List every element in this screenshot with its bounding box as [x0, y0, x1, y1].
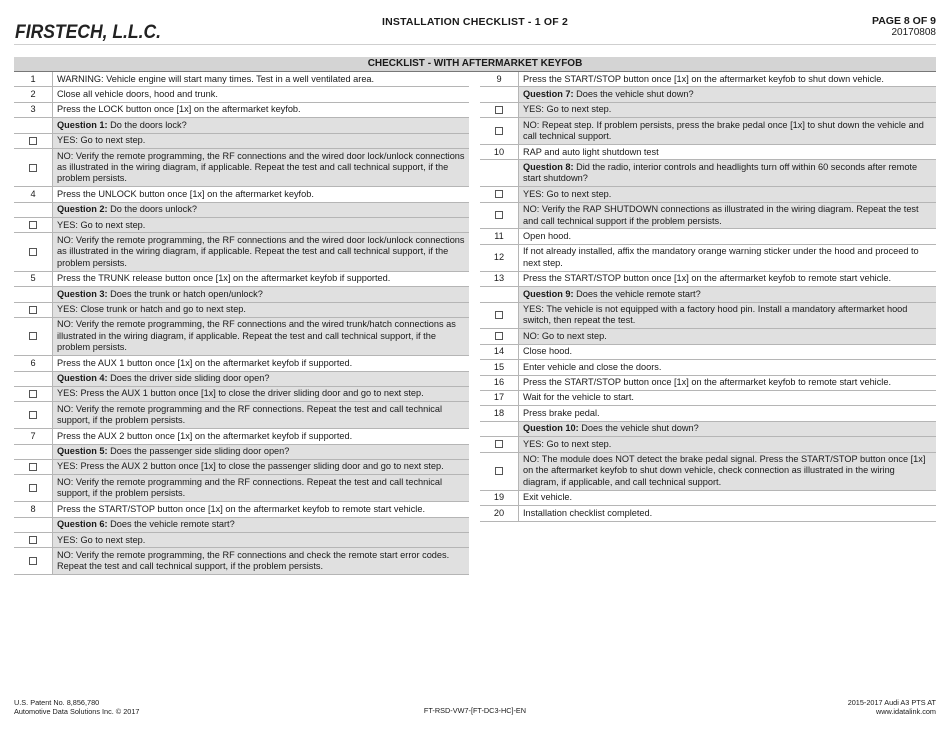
answer-checkbox-cell	[480, 202, 519, 229]
step-text: Press the START/STOP button once [1x] on the aftermarket keyfob to remote start vehicle.	[519, 375, 937, 390]
step-number: 20	[480, 506, 519, 521]
step-text: Press the UNLOCK button once [1x] on the aftermarket keyfob.	[53, 187, 470, 202]
step-row	[480, 506, 936, 521]
answer-checkbox[interactable]	[29, 221, 37, 229]
step-row	[480, 490, 936, 505]
step-number: 12	[480, 244, 519, 271]
answer-checkbox-cell	[480, 102, 519, 117]
question-label: Question 1:	[57, 119, 108, 130]
question-cell	[519, 421, 937, 436]
answer-row	[14, 459, 469, 474]
answer-checkbox[interactable]	[495, 190, 503, 198]
step-row	[14, 356, 469, 371]
step-number: 6	[14, 356, 53, 371]
step-text: Exit vehicle.	[519, 490, 937, 505]
question-text: Does the vehicle remote start?	[576, 288, 701, 299]
copyright: Automotive Data Solutions Inc. © 2017	[14, 707, 140, 716]
question-row	[14, 287, 469, 302]
step-number: 11	[480, 229, 519, 244]
answer-text: YES: Go to next step.	[53, 218, 470, 233]
answer-checkbox[interactable]	[29, 463, 37, 471]
step-text: Open hood.	[519, 229, 937, 244]
question-label: Question 7:	[523, 88, 574, 99]
answer-checkbox[interactable]	[29, 411, 37, 419]
answer-checkbox-cell	[480, 302, 519, 329]
answer-checkbox-cell	[14, 533, 53, 548]
step-text: Enter vehicle and close the doors.	[519, 360, 937, 375]
question-cell	[53, 517, 470, 532]
doc-date-code: 20170808	[891, 27, 936, 38]
answer-checkbox-cell	[14, 459, 53, 474]
step-row	[480, 406, 936, 421]
question-spacer	[14, 517, 53, 532]
answer-text: NO: Verify the remote programming, the RF connections and the wired door lock/unlock connections as illustrated in the wiring diagram, if applicable. Repeat the test and call technical support, if the problem persists.	[53, 233, 470, 271]
step-row	[14, 102, 469, 117]
question-cell	[53, 202, 470, 217]
question-spacer	[14, 118, 53, 133]
question-row	[480, 87, 936, 102]
step-number: 2	[14, 87, 53, 102]
answer-checkbox-cell	[14, 149, 53, 187]
answer-row	[14, 475, 469, 502]
step-number: 19	[480, 490, 519, 505]
step-number: 16	[480, 375, 519, 390]
question-spacer	[14, 444, 53, 459]
question-row	[480, 160, 936, 187]
answer-row	[480, 187, 936, 202]
answer-checkbox-cell	[480, 329, 519, 344]
answer-checkbox[interactable]	[29, 137, 37, 145]
answer-checkbox[interactable]	[29, 332, 37, 340]
answer-text: YES: Press the AUX 2 button once [1x] to close the passenger sliding door and go to next step.	[53, 459, 470, 474]
checklist-right-column	[480, 72, 936, 522]
answer-row	[480, 202, 936, 229]
step-text: Press the START/STOP button once [1x] on the aftermarket keyfob to remote start vehicle.	[519, 271, 937, 286]
answer-checkbox-cell	[480, 452, 519, 490]
footer-right	[848, 698, 936, 716]
question-text: Does the vehicle shut down?	[581, 423, 699, 434]
question-cell	[53, 287, 470, 302]
question-spacer	[14, 202, 53, 217]
question-text: Do the doors lock?	[110, 119, 187, 130]
answer-checkbox[interactable]	[495, 106, 503, 114]
answer-row	[480, 102, 936, 117]
logo-text: FIRSTECH, L.L.C.	[15, 22, 161, 43]
answer-checkbox[interactable]	[29, 164, 37, 172]
answer-row	[14, 218, 469, 233]
answer-checkbox[interactable]	[495, 332, 503, 340]
answer-checkbox[interactable]	[29, 484, 37, 492]
answer-checkbox-cell	[14, 402, 53, 429]
answer-checkbox-cell	[480, 187, 519, 202]
answer-checkbox-cell	[14, 475, 53, 502]
answer-text: NO: Verify the remote programming and the RF connections. Repeat the test and call technical support, if the problem persists.	[53, 475, 470, 502]
answer-text: NO: The module does NOT detect the brake pedal signal. Press the START/STOP button once [1x] on the aftermarket keyfob to shut down vehicle, check connection as illustrated in the wiring diagram, if applicable, and call technical support.	[519, 452, 937, 490]
answer-row	[480, 118, 936, 145]
question-cell	[53, 444, 470, 459]
question-spacer	[480, 87, 519, 102]
question-label: Question 8:	[523, 161, 574, 172]
answer-text: YES: Go to next step.	[519, 437, 937, 452]
step-text: Press the LOCK button once [1x] on the aftermarket keyfob.	[53, 102, 470, 117]
step-number: 1	[14, 72, 53, 87]
answer-checkbox-cell	[14, 218, 53, 233]
question-row	[14, 118, 469, 133]
step-text: Press the AUX 2 button once [1x] on the aftermarket keyfob if supported.	[53, 429, 470, 444]
step-number: 7	[14, 429, 53, 444]
question-label: Question 9:	[523, 288, 574, 299]
step-text: Close all vehicle doors, hood and trunk.	[53, 87, 470, 102]
step-row	[14, 502, 469, 517]
answer-checkbox[interactable]	[495, 467, 503, 475]
step-number: 9	[480, 72, 519, 87]
answer-row	[14, 233, 469, 271]
answer-row	[480, 302, 936, 329]
answer-text: YES: Go to next step.	[53, 133, 470, 148]
answer-row	[480, 452, 936, 490]
question-label: Question 5:	[57, 446, 108, 457]
answer-row	[14, 533, 469, 548]
answer-checkbox-cell	[480, 437, 519, 452]
answer-text: NO: Repeat step. If problem persists, press the brake pedal once [1x] to shut down the vehicle and call technical support.	[519, 118, 937, 145]
step-text: Press brake pedal.	[519, 406, 937, 421]
page-number: PAGE 8 OF 9	[872, 15, 936, 27]
step-text: WARNING: Vehicle engine will start many times. Test in a well ventilated area.	[53, 72, 470, 87]
step-row	[480, 72, 936, 87]
question-text: Does the trunk or hatch open/unlock?	[110, 288, 263, 299]
question-label: Question 2:	[57, 204, 108, 215]
step-row	[14, 271, 469, 286]
question-text: Do the doors unlock?	[110, 204, 197, 215]
vehicle-model: 2015-2017 Audi A3 PTS AT	[847, 698, 936, 707]
question-spacer	[14, 287, 53, 302]
answer-row	[14, 302, 469, 317]
step-row	[14, 72, 469, 87]
answer-text: NO: Verify the remote programming, the RF connections and the wired trunk/hatch connections as illustrated in the wiring diagram, if applicable. Repeat the test and call technical support, if the problem persists.	[53, 317, 470, 355]
answer-row	[14, 386, 469, 401]
question-text: Does the vehicle remote start?	[110, 519, 235, 530]
step-number: 4	[14, 187, 53, 202]
answer-checkbox[interactable]	[29, 306, 37, 314]
doc-code: FT-RSD-VW7-[FT-DC3-HC]-EN	[423, 706, 527, 715]
answer-text: YES: Go to next step.	[53, 533, 470, 548]
step-row	[480, 271, 936, 286]
answer-checkbox[interactable]	[29, 390, 37, 398]
question-spacer	[480, 160, 519, 187]
step-text: Installation checklist completed.	[519, 506, 937, 521]
answer-text: NO: Verify the remote programming and the RF connections. Repeat the test and call technical support, if the problem persists.	[53, 402, 470, 429]
question-row	[14, 371, 469, 386]
page-title: INSTALLATION CHECKLIST - 1 OF 2	[381, 16, 569, 28]
answer-text: YES: Close trunk or hatch and go to next step.	[53, 302, 470, 317]
question-label: Question 10:	[523, 423, 579, 434]
step-row	[14, 429, 469, 444]
answer-checkbox-cell	[14, 386, 53, 401]
step-number: 17	[480, 390, 519, 405]
step-row	[480, 375, 936, 390]
step-number: 13	[480, 271, 519, 286]
answer-text: YES: Press the AUX 1 button once [1x] to close the driver sliding door and go to next step.	[53, 386, 470, 401]
question-row	[480, 287, 936, 302]
step-text: Wait for the vehicle to start.	[519, 390, 937, 405]
step-text: RAP and auto light shutdown test	[519, 145, 937, 160]
answer-row	[14, 133, 469, 148]
step-row	[480, 229, 936, 244]
step-number: 15	[480, 360, 519, 375]
website: www.idatalink.com	[875, 707, 936, 716]
answer-row	[14, 402, 469, 429]
answer-checkbox-cell	[14, 133, 53, 148]
question-spacer	[14, 371, 53, 386]
answer-text: NO: Go to next step.	[519, 329, 937, 344]
step-row	[480, 344, 936, 359]
answer-text: YES: The vehicle is not equipped with a factory hood pin. Install a mandatory aftermarket hood switch, then repeat the test.	[519, 302, 937, 329]
question-label: Question 3:	[57, 288, 108, 299]
question-label: Question 6:	[57, 519, 108, 530]
question-text: Did the radio, interior controls and headlights turn off within 60 seconds after remote start shutdown?	[523, 161, 918, 184]
step-row	[14, 187, 469, 202]
answer-row	[480, 329, 936, 344]
step-number: 14	[480, 344, 519, 359]
step-number: 18	[480, 406, 519, 421]
answer-text: NO: Verify the remote programming, the RF connections and check the remote start error codes. Repeat the test and call technical support, if the problem persists.	[53, 548, 470, 575]
answer-text: NO: Verify the RAP SHUTDOWN connections as illustrated in the wiring diagram. Repeat the test and call technical support if the problem persists.	[519, 202, 937, 229]
question-text: Does the vehicle shut down?	[576, 88, 694, 99]
page-info	[872, 15, 936, 39]
patent-number: U.S. Patent No. 8,856,780	[14, 698, 100, 707]
step-number: 5	[14, 271, 53, 286]
question-cell	[519, 287, 937, 302]
question-cell	[519, 87, 937, 102]
step-row	[480, 244, 936, 271]
question-row	[480, 421, 936, 436]
answer-checkbox[interactable]	[495, 127, 503, 135]
checklist-left-column	[14, 72, 469, 575]
answer-text: YES: Go to next step.	[519, 102, 937, 117]
step-number: 3	[14, 102, 53, 117]
answer-checkbox[interactable]	[29, 536, 37, 544]
header-divider	[14, 44, 936, 45]
answer-checkbox-cell	[480, 118, 519, 145]
answer-checkbox-cell	[14, 302, 53, 317]
answer-row	[480, 437, 936, 452]
question-label: Question 4:	[57, 373, 108, 384]
checklist-banner: CHECKLIST - WITH AFTERMARKET KEYFOB	[14, 57, 936, 72]
answer-checkbox[interactable]	[29, 248, 37, 256]
question-text: Does the driver side sliding door open?	[110, 373, 270, 384]
question-cell	[53, 118, 470, 133]
question-row	[14, 444, 469, 459]
step-text: Press the AUX 1 button once [1x] on the aftermarket keyfob if supported.	[53, 356, 470, 371]
answer-checkbox-cell	[14, 233, 53, 271]
question-row	[14, 517, 469, 532]
step-text: Press the START/STOP button once [1x] on the aftermarket keyfob to remote start vehicle.	[53, 502, 470, 517]
question-spacer	[480, 287, 519, 302]
answer-row	[14, 548, 469, 575]
question-cell	[519, 160, 937, 187]
answer-text: YES: Go to next step.	[519, 187, 937, 202]
question-cell	[53, 371, 470, 386]
question-text: Does the passenger side sliding door open?	[110, 446, 290, 457]
step-row	[480, 390, 936, 405]
step-text: Press the START/STOP button once [1x] on the aftermarket keyfob to shut down vehicle.	[519, 72, 937, 87]
question-row	[14, 202, 469, 217]
answer-checkbox[interactable]	[29, 557, 37, 565]
step-row	[480, 360, 936, 375]
answer-row	[14, 317, 469, 355]
answer-checkbox[interactable]	[495, 211, 503, 219]
step-text: If not already installed, affix the mandatory orange warning sticker under the hood and proceed to next step.	[519, 244, 937, 271]
step-number: 10	[480, 145, 519, 160]
answer-checkbox-cell	[14, 548, 53, 575]
answer-text: NO: Verify the remote programming, the RF connections and the wired door lock/unlock connections as illustrated in the wiring diagram, if applicable. Repeat the test and call technical support, if the problem persists.	[53, 149, 470, 187]
step-row	[480, 145, 936, 160]
question-spacer	[480, 421, 519, 436]
step-text: Press the TRUNK release button once [1x] on the aftermarket keyfob if supported.	[53, 271, 470, 286]
answer-checkbox[interactable]	[495, 311, 503, 319]
step-row	[14, 87, 469, 102]
step-number: 8	[14, 502, 53, 517]
answer-row	[14, 149, 469, 187]
answer-checkbox-cell	[14, 317, 53, 355]
answer-checkbox[interactable]	[495, 440, 503, 448]
step-text: Close hood.	[519, 344, 937, 359]
